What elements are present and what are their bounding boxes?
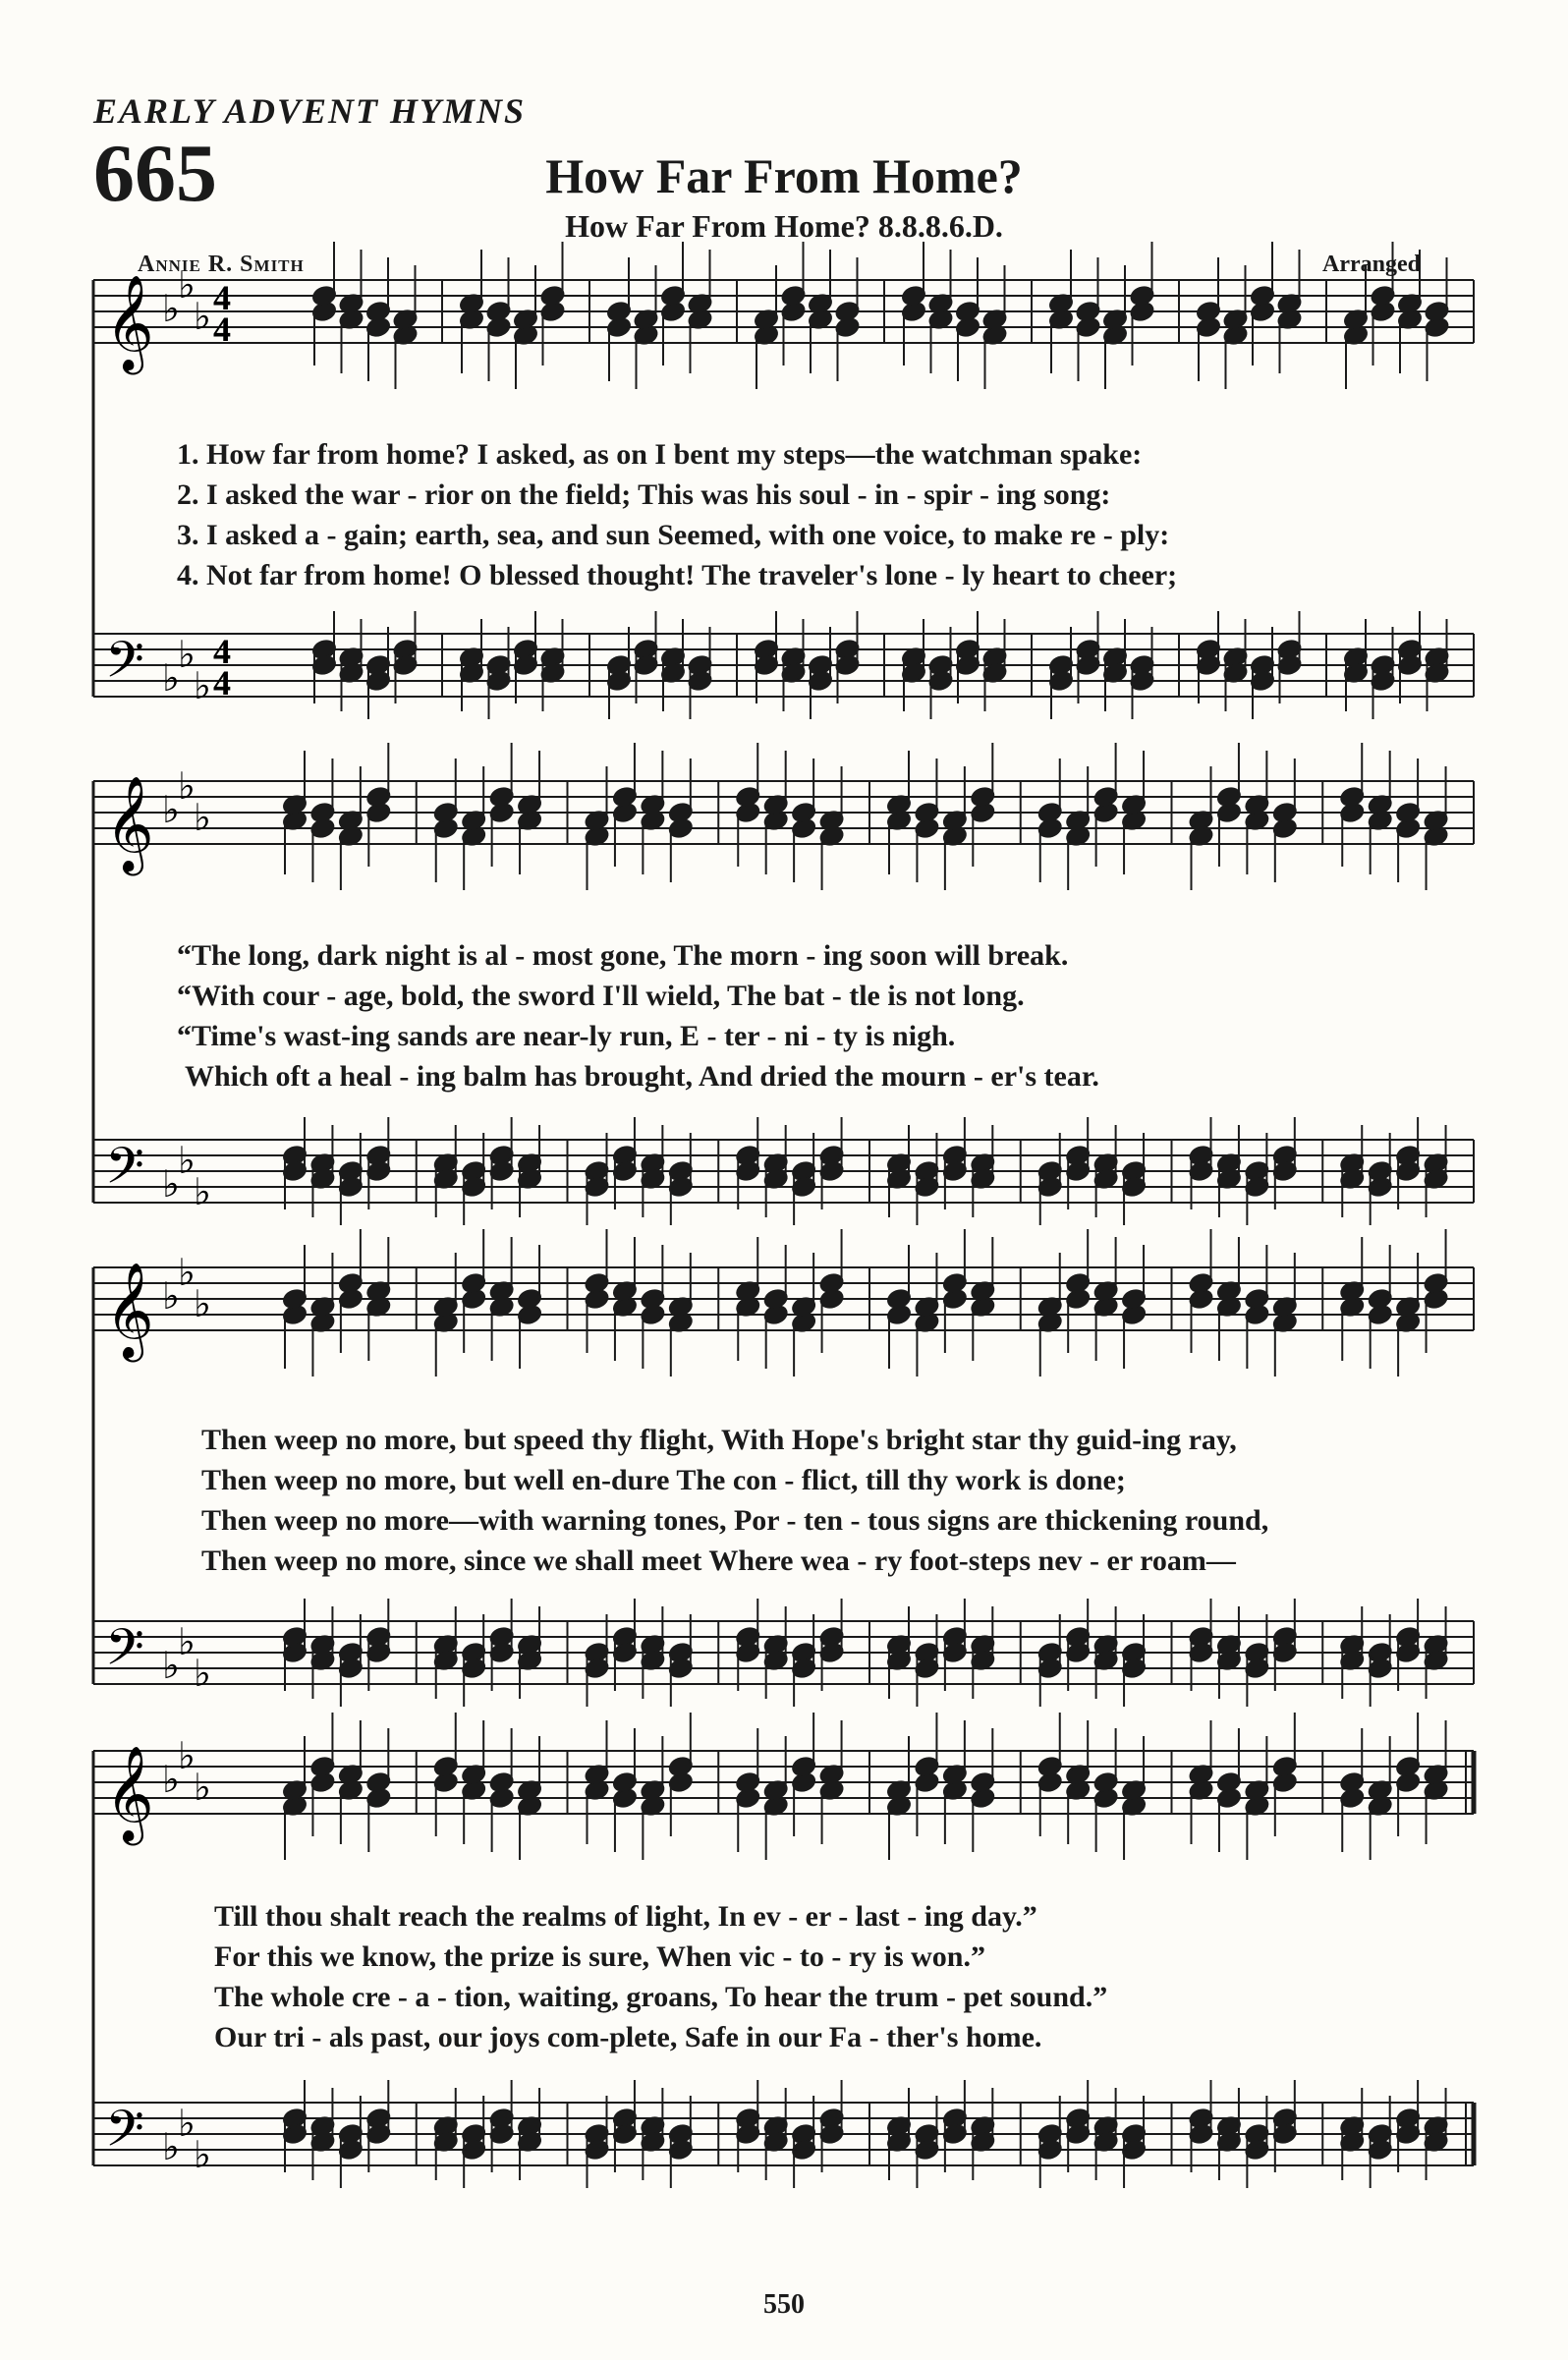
flat-icon: ♭ [162,1164,180,1206]
section-title: EARLY ADVENT HYMNS [93,91,527,131]
flat-icon: ♭ [162,289,180,330]
lyric-line: 3. I asked a - gain; earth, sea, and sun Seemed, with one voice, to make re - ply: [177,519,1170,551]
time-signature: 4 [213,278,231,317]
flat-icon: ♭ [162,1760,180,1801]
treble-clef-icon: 𝄞 [105,775,154,871]
bass-clef-icon: 𝄢 [105,1617,144,1689]
flat-icon: ♭ [178,1141,196,1182]
lyric-line: Then weep no more, but speed thy flight, With Hope's bright star thy guid-ing ray, [201,1424,1237,1456]
flat-icon: ♭ [178,635,196,676]
lyric-line: Then weep no more, but well en-dure The con - flict, till thy work is done; [201,1464,1126,1496]
flat-icon: ♭ [178,766,196,808]
lyric-line: “With cour - age, bold, the sword I'll wield, The bat - tle is not long. [177,980,1025,1012]
page-number: 550 [763,2289,805,2320]
flat-icon: ♭ [162,658,180,700]
lyric-line: For this we know, the prize is sure, When vic - to - ry is won.” [214,1940,985,1973]
flat-icon: ♭ [194,798,211,839]
flat-icon: ♭ [178,1253,196,1294]
bass-clef-icon: 𝄢 [105,2099,144,2170]
lyric-line: Our tri - als past, our joys com-plete, Safe in our Fa - ther's home. [214,2021,1042,2053]
flat-icon: ♭ [162,2127,180,2168]
bass-clef-icon: 𝄢 [105,1136,144,1208]
flat-icon: ♭ [194,297,211,338]
lyric-line: “The long, dark night is al - most gone, The morn - ing soon will break. [177,939,1069,972]
lyric-line: 1. How far from home? I asked, as on I bent my steps—the watchman spake: [177,438,1143,471]
hymn-number: 665 [93,128,217,219]
lyric-line: 4. Not far from home! O blessed thought! The traveler's lone - ly heart to cheer; [177,559,1178,591]
lyric-line: Which oft a heal - ing balm has brought, And dried the mourn - er's tear. [185,1060,1099,1093]
lyric-line: “Time's wast-ing sands are near-ly run, E - ter - ni - ty is nigh. [177,1020,956,1052]
treble-clef-icon: 𝄞 [105,1745,154,1841]
flat-icon: ♭ [162,1646,180,1687]
bass-clef-icon: 𝄢 [105,630,144,702]
flat-icon: ♭ [194,1172,211,1213]
tune-meter-line: How Far From Home? 8.8.8.6.D. [565,208,1003,244]
flat-icon: ♭ [194,1654,211,1695]
flat-icon: ♭ [178,1736,196,1777]
flat-icon: ♭ [194,1768,211,1809]
flat-icon: ♭ [194,1284,211,1325]
treble-clef-icon: 𝄞 [105,1262,154,1358]
flat-icon: ♭ [178,1622,196,1663]
time-signature: 4 [213,663,231,702]
lyric-line: 2. I asked the war - rior on the field; This was his soul - in - spir - ing song: [177,478,1111,511]
lyric-line: Till thou shalt reach the realms of light, In ev - er - last - ing day.” [214,1900,1037,1933]
flat-icon: ♭ [178,265,196,307]
time-signature: 4 [213,309,231,349]
author-credit: Annie R. Smith [138,252,305,277]
flat-icon: ♭ [194,666,211,707]
lyric-line: Then weep no more—with warning tones, Por - ten - tous signs are thickening round, [201,1504,1269,1537]
time-signature: 4 [213,632,231,671]
treble-clef-icon: 𝄞 [105,274,154,370]
flat-icon: ♭ [162,790,180,831]
arranger-credit: Arranged [1322,252,1421,277]
lyric-line: The whole cre - a - tion, waiting, groans, To hear the trum - pet sound.” [214,1981,1108,2013]
hymn-title: How Far From Home? [545,148,1023,203]
flat-icon: ♭ [178,2104,196,2145]
flat-icon: ♭ [194,2135,211,2176]
lyric-line: Then weep no more, since we shall meet Where wea - ry foot-steps nev - er roam— [201,1545,1236,1577]
flat-icon: ♭ [162,1276,180,1318]
